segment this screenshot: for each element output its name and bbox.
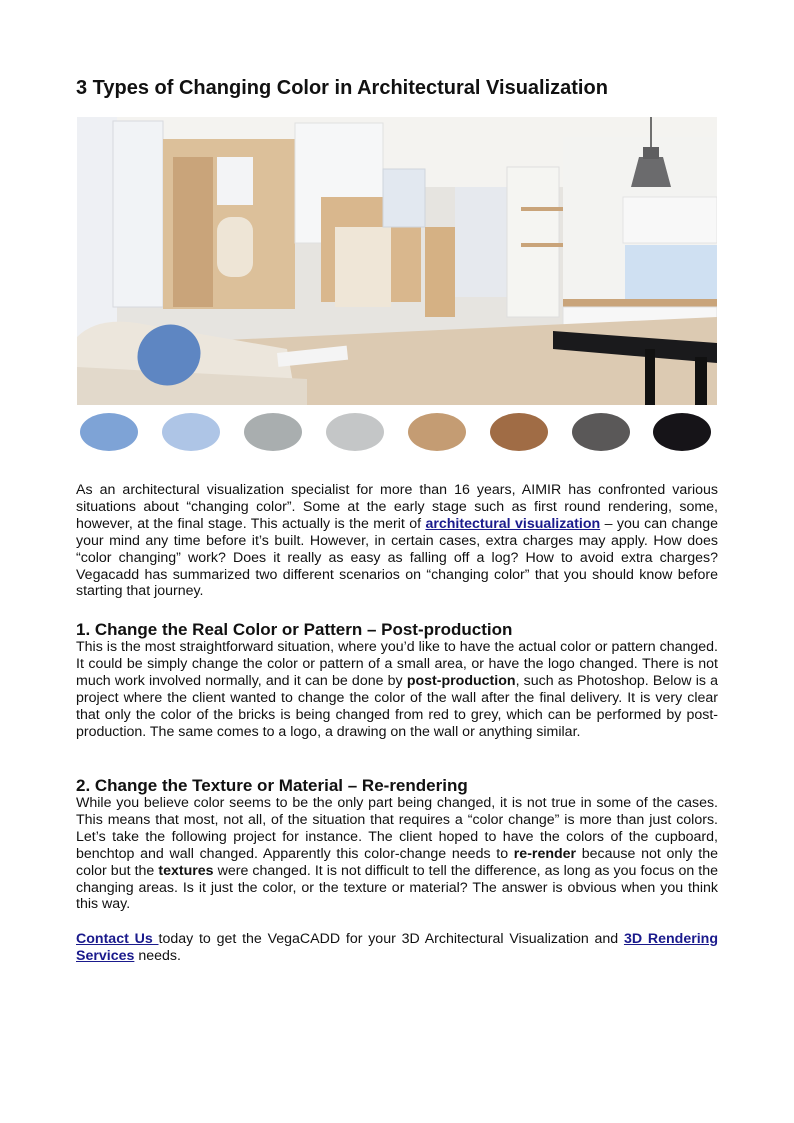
section1-paragraph: This is the most straightforward situation, where you’d like to have the actual color or pattern changed. It could be simply change the color or pattern of a small area, or have the logo changed. There is not much work involved normally, and it can be done by post-production, such as Photoshop. Below is a project where the client wanted to change the color of the wall after the final delivery. It is very clear that only the color of the bricks is being changed from red to grey, which can be performed by post-production. The same comes to a logo, a drawing on the wall or anything similar. [76,639,718,740]
architectural-visualization-link[interactable]: architectural visualization [425,515,601,532]
color-swatch-row [77,410,717,456]
interior-photo-icon [77,117,717,405]
3d-rendering-services-link[interactable]: 3D Rendering Services [76,931,719,964]
swatch-grey [244,413,302,451]
contact-paragraph: Contact Us today to get the VegaCADD for your 3D Architectural Visualization and 3D Rendering Services needs. [76,931,719,964]
section1-heading: 1. Change the Real Color or Pattern – Post-production [76,620,513,639]
re-render-bold: re-render [513,845,577,862]
swatch-black [653,413,711,451]
swatch-dark-grey [572,413,630,451]
post-production-bold: post-production [406,672,516,689]
swatch-blue [80,413,138,451]
swatch-brown [490,413,548,451]
textures-bold: textures [158,862,214,879]
section2-heading: 2. Change the Texture or Material – Re-rendering [76,776,468,795]
hero-image [77,117,717,405]
intro-paragraph: As an architectural visualization specialist for more than 16 years, AIMIR has confronted various situations about “changing color”. Some at the early stage such as first round rendering, some, however, at the final stage. This actually is the merit of architectural visualization – you can change your mind any time before it’s built. However, in certain cases, extra charges may apply. How does “color changing” work? Does it really as easy as falling off a log? How to avoid extra charges? Vegacadd has summarized two different scenarios on “changing color” that you should know before starting that journey. [76,482,718,600]
swatch-light-grey [326,413,384,451]
page-title: 3 Types of Changing Color in Architectural Visualization [76,77,608,99]
swatch-tan [408,413,466,451]
section2-paragraph: While you believe color seems to be the only part being changed, it is not true in some of the cases. This means that most, not all, of the situation that requires a “color change” is more than just colors. Let’s take the following project for instance. The client hoped to have the colors of the cupboard, benchtop and wall changed. Apparently this color-change needs to re-render because not only the color but the textures were changed. It is not difficult to tell the difference, as long as you focus on the changing areas. Is it just the color, or the texture or material? The answer is obvious when you think this way. [76,795,718,913]
contact-us-link[interactable]: Contact Us [76,931,159,947]
swatch-light-blue [162,413,220,451]
